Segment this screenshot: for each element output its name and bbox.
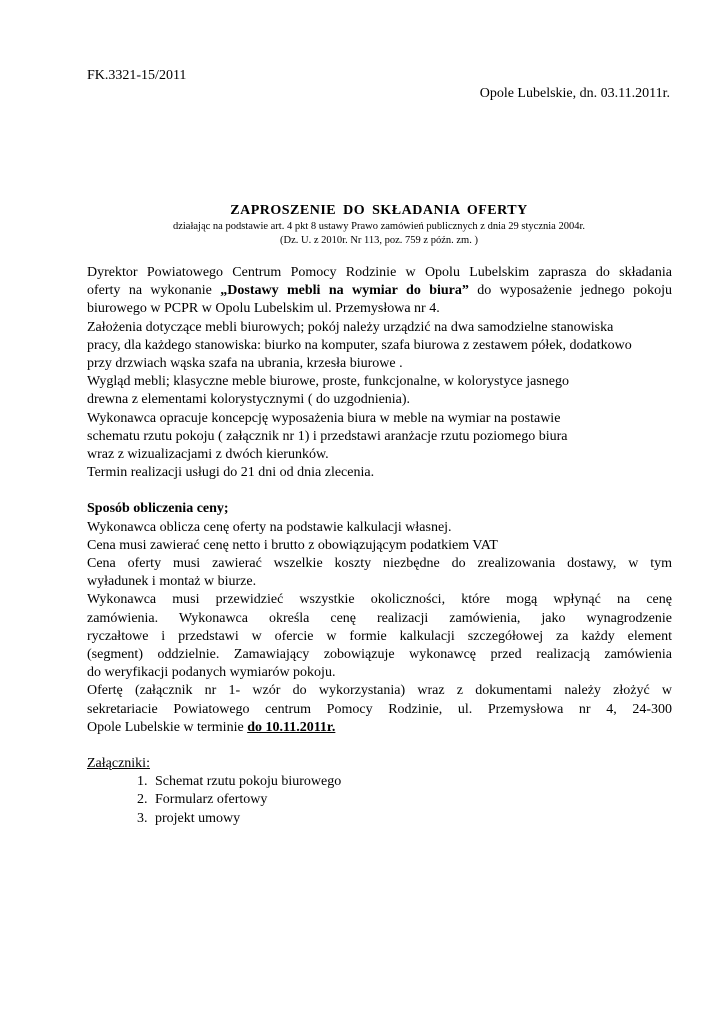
- intro-line: schematu rzutu pokoju ( załącznik nr 1) i przedstawi aranżacje rzutu poziomego biura: [87, 428, 568, 444]
- pricing-line: Wykonawca oblicza cenę oferty na podstawie kalkulacji własnej.: [87, 519, 452, 535]
- pricing-heading: Sposób obliczenia ceny;: [87, 501, 229, 517]
- intro-line: Termin realizacji usługi do 21 dni od dnia zlecenia.: [87, 465, 375, 481]
- pricing-line: Cena musi zawierać cenę netto i brutto z obowiązującym podatkiem VAT: [87, 537, 498, 553]
- intro-line: oferty na wykonanie „Dostawy mebli na wymiar do biura” do wyposażenie jednego pokoju: [87, 283, 672, 299]
- intro-line: Wygląd mebli; klasyczne meble biurowe, proste, funkcjonalne, w kolorystyce jasnego: [87, 374, 570, 390]
- pricing-line: wyładunek i montaż w biurze.: [87, 574, 257, 590]
- intro-line: Dyrektor Powiatowego Centrum Pomocy Rodzinie w Opolu Lubelskim zaprasza do składania: [87, 265, 672, 280]
- submission-deadline: do 10.11.2011r.: [247, 719, 336, 735]
- attachment-item: 1. Schemat rzutu pokoju biurowego: [151, 773, 672, 791]
- pricing-line: sekretariacie Powiatowego centrum Pomocy Rodzinie, ul. Przemysłowa nr 4, 24-300: [87, 701, 672, 717]
- reference-number: FK.3321-15/2011: [87, 68, 187, 83]
- intro-line: drewna z elementami kolorystycznymi ( do uzgodnienia).: [87, 392, 411, 408]
- legal-basis-line-2: (Dz. U. z 2010r. Nr 113, poz. 759 z późn. zm. ): [280, 235, 478, 246]
- pricing-line: (segment) oddzielnie. Zamawiający zobowiązuje wykonawcę przed realizacją zamówienia: [87, 647, 672, 663]
- attachments-heading: Załączniki:: [87, 756, 150, 772]
- intro-line: Wykonawca opracuje koncepcję wyposażenia biura w meble na wymiar na postawie: [87, 410, 561, 426]
- legal-basis-line-1: działając na podstawie art. 4 pkt 8 ustawy Prawo zamówień publicznych z dnia 29 stycznia 2004r.: [172, 221, 585, 232]
- document-body: [87, 264, 672, 828]
- attachment-item: 3. projekt umowy: [151, 810, 672, 828]
- attachments-list: [87, 773, 672, 828]
- place-and-date: Opole Lubelskie, dn. 03.11.2011r.: [479, 86, 670, 101]
- document-title: ZAPROSZENIE DO SKŁADANIA OFERTY: [230, 203, 528, 218]
- intro-line: biurowego w PCPR w Opolu Lubelskim ul. Przemysłowa nr 4.: [87, 301, 440, 317]
- pricing-line: Wykonawca musi przewidzieć wszystkie okoliczności, które mogą wpłynąć na cenę: [87, 592, 672, 608]
- pricing-line: ryczałtowe i przedstawi w ofercie w formie kalkulacji szczegółowej za każdy element: [87, 628, 672, 644]
- pricing-line: do weryfikacji podanych wymiarów pokoju.: [87, 665, 336, 681]
- intro-line: przy drzwiach wąska szafa na ubrania, krzesła biurowe .: [87, 356, 403, 372]
- attachment-item: 2. Formularz ofertowy: [151, 791, 672, 809]
- intro-line: pracy, dla każdego stanowiska: biurko na komputer, szafa biurowa z zestawem półek, dodatkowo: [87, 337, 632, 353]
- intro-line: wraz z wizualizacjami z dwóch kierunków.: [87, 447, 329, 463]
- subject-of-order: „Dostawy mebli na wymiar do biura”: [220, 283, 469, 299]
- pricing-line: Opole Lubelskie w terminie do 10.11.2011r.: [87, 719, 336, 735]
- intro-line: Założenia dotyczące mebli biurowych; pokój należy urządzić na dwa samodzielne stanowiska: [87, 319, 614, 335]
- pricing-line: Ofertę (załącznik nr 1- wzór do wykorzystania) wraz z dokumentami należy złożyć w: [87, 683, 672, 699]
- pricing-line: Cena oferty musi zawierać wszelkie koszty niezbędne do zrealizowania dostawy, w tym: [87, 556, 672, 572]
- pricing-line: zamówienia. Wykonawca określa cenę realizacji zamówienia, jako wynagrodzenie: [87, 610, 672, 626]
